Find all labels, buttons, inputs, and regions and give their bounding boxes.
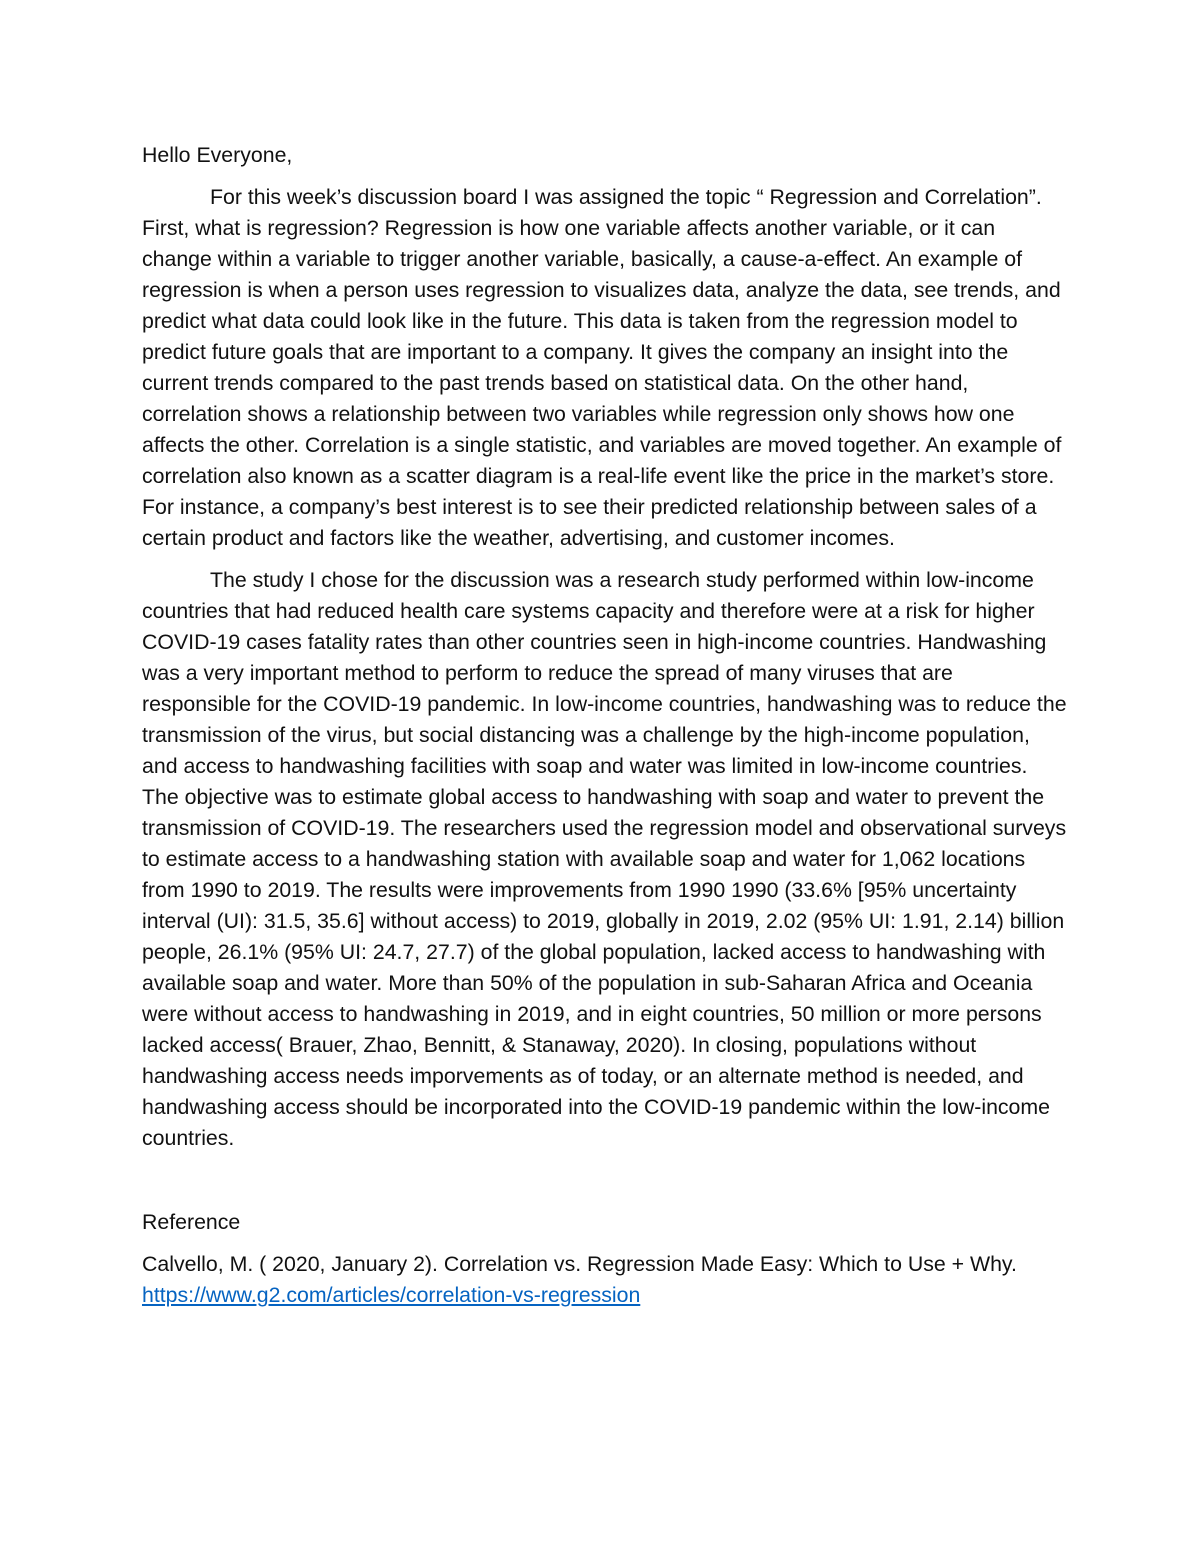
document-body — [142, 140, 1067, 1311]
paragraph-regression-correlation: For this week’s discussion board I was assigned the topic “ Regression and Correlation”. First, what is regression? Regression is how one variable affects another variable, or it can change within a variable to trigger another variable, basically, a cause-a-effect. An example of regression is when a person uses regression to visualizes data, analyze the data, see trends, and predict what data could look like in the future. This data is taken from the regression model to predict future goals that are important to a company. It gives the company an insight into the current trends compared to the past trends based on statistical data. On the other hand, correlation shows a relationship between two variables while regression only shows how one affects the other. Correlation is a single statistic, and variables are moved together. An example of correlation also known as a scatter diagram is a real-life event like the price in the market’s store. For instance, a company’s best interest is to see their predicted relationship between sales of a certain product and factors like the weather, advertising, and customer incomes. — [142, 185, 1062, 550]
paragraph-handwashing-study: The study I chose for the discussion was a research study performed within low-income countries that had reduced health care systems capacity and therefore were at a risk for higher COVID-19 cases fatality rates than other countries seen in high-income countries. Handwashing was a very important method to perform to reduce the spread of many viruses that are responsible for the COVID-19 pandemic. In low-income countries, handwashing was to reduce the transmission of the virus, but social distancing was a challenge by the high-income population, and access to handwashing facilities with soap and water was limited in low-income countries. The objective was to estimate global access to handwashing with soap and water to prevent the transmission of COVID-19. The researchers used the regression model and observational surveys to estimate access to a handwashing station with available soap and water for 1,062 locations from 1990 to 2019. The results were improvements from 1990 1990 (33.6% [95% uncertainty interval (UI): 31.5, 35.6] without access) to 2019, globally in 2019, 2.02 (95% UI: 1.91, 2.14) billion people, 26.1% (95% UI: 24.7, 27.7) of the global population, lacked access to handwashing with available soap and water. More than 50% of the population in sub-Saharan Africa and Oceania were without access to handwashing in 2019, and in eight countries, 50 million or more persons lacked access( Brauer, Zhao, Bennitt, & Stanaway, 2020). In closing, populations without handwashing access needs imporvements as of today, or an alternate method is needed, and handwashing access should be incorporated into the COVID-19 pandemic within the low-income countries. — [142, 568, 1067, 1150]
reference-entry — [142, 1249, 1067, 1311]
reference-citation: Calvello, M. ( 2020, January 2). Correlation vs. Regression Made Easy: Which to Use + Why. — [142, 1252, 1017, 1276]
reference-link[interactable]: https://www.g2.com/articles/correlation-vs-regression — [142, 1283, 641, 1307]
reference-heading: Reference — [142, 1210, 241, 1234]
greeting: Hello Everyone, — [142, 143, 293, 167]
spacer — [142, 1165, 1067, 1207]
